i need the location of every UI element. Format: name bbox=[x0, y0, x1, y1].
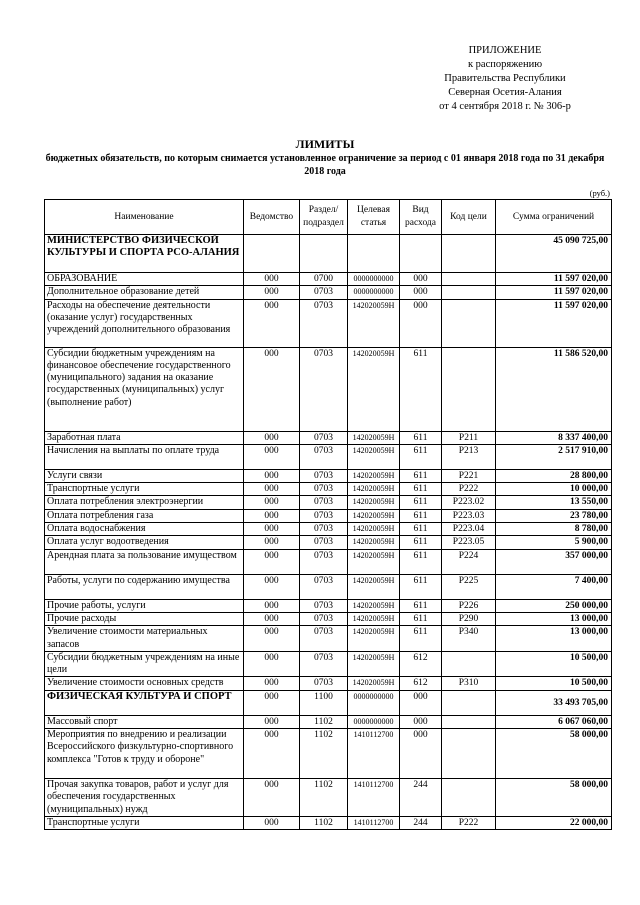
cell-section: 0703 bbox=[300, 523, 348, 536]
table-row bbox=[45, 431, 612, 444]
header-section: Раздел/ подраздел bbox=[300, 200, 348, 235]
cell-section: 0703 bbox=[300, 509, 348, 522]
cell-exptype: 611 bbox=[400, 509, 442, 522]
cell-goal: Р221 bbox=[442, 469, 496, 482]
cell-exptype: 611 bbox=[400, 549, 442, 574]
cell-section: 0700 bbox=[300, 273, 348, 286]
cell-sum: 23 780,00 bbox=[496, 509, 612, 522]
cell-dept: 000 bbox=[244, 444, 300, 469]
cell-goal: Р340 bbox=[442, 626, 496, 652]
cell-exptype: 611 bbox=[400, 469, 442, 482]
cell-goal: Р222 bbox=[442, 816, 496, 829]
cell-sum: 6 067 060,00 bbox=[496, 715, 612, 728]
cell-dept: 000 bbox=[244, 677, 300, 690]
cell-goal bbox=[442, 779, 496, 817]
cell-exptype: 244 bbox=[400, 816, 442, 829]
cell-exptype: 000 bbox=[400, 690, 442, 715]
cell-sum: 45 090 725,00 bbox=[496, 235, 612, 273]
cell-name: ОБРАЗОВАНИЕ bbox=[45, 273, 244, 286]
cell-dept: 000 bbox=[244, 523, 300, 536]
cell-section: 0703 bbox=[300, 299, 348, 347]
cell-dept bbox=[244, 235, 300, 273]
cell-exptype: 611 bbox=[400, 536, 442, 549]
cell-sum: 28 800,00 bbox=[496, 469, 612, 482]
header-goal: Код цели bbox=[442, 200, 496, 235]
appendix-line: Северная Осетия-Алания bbox=[448, 87, 562, 98]
table-row bbox=[45, 626, 612, 652]
cell-name: Увеличение стоимости основных средств bbox=[45, 677, 244, 690]
table-row bbox=[45, 536, 612, 549]
cell-article: 142020059Н bbox=[348, 651, 400, 677]
currency-unit: (руб.) bbox=[589, 188, 610, 198]
cell-name: МИНИСТЕРСТВО ФИЗИЧЕСКОЙ КУЛЬТУРЫ И СПОРТА РСО-АЛАНИЯ bbox=[45, 235, 244, 273]
cell-article: 0000000000 bbox=[348, 286, 400, 299]
cell-name: Услуги связи bbox=[45, 469, 244, 482]
cell-dept: 000 bbox=[244, 347, 300, 431]
cell-sum: 8 780,00 bbox=[496, 523, 612, 536]
document-subtitle: бюджетных обязательств, по которым снимается установленное ограничение за период с 01 января 2018 года по 31 декабря 2018 года bbox=[45, 153, 605, 177]
cell-exptype: 611 bbox=[400, 347, 442, 431]
cell-exptype: 612 bbox=[400, 677, 442, 690]
cell-section: 0703 bbox=[300, 444, 348, 469]
cell-sum: 7 400,00 bbox=[496, 574, 612, 599]
cell-exptype: 611 bbox=[400, 496, 442, 509]
cell-section: 1102 bbox=[300, 715, 348, 728]
cell-exptype: 000 bbox=[400, 729, 442, 779]
cell-article: 142020059Н bbox=[348, 299, 400, 347]
cell-dept: 000 bbox=[244, 651, 300, 677]
cell-sum: 5 900,00 bbox=[496, 536, 612, 549]
table-row bbox=[45, 483, 612, 496]
cell-name: Увеличение стоимости материальных запасов bbox=[45, 626, 244, 652]
cell-name: Транспортные услуги bbox=[45, 816, 244, 829]
cell-section: 0703 bbox=[300, 286, 348, 299]
header-sum: Сумма ограничений bbox=[496, 200, 612, 235]
cell-name: Арендная плата за пользование имуществом bbox=[45, 549, 244, 574]
cell-article: 142020059Н bbox=[348, 496, 400, 509]
table-row bbox=[45, 286, 612, 299]
cell-section bbox=[300, 235, 348, 273]
cell-sum: 10 000,00 bbox=[496, 483, 612, 496]
cell-article: 142020059Н bbox=[348, 599, 400, 612]
cell-exptype: 611 bbox=[400, 523, 442, 536]
cell-article: 142020059Н bbox=[348, 536, 400, 549]
header-exptype: Вид расхода bbox=[400, 200, 442, 235]
table-row bbox=[45, 599, 612, 612]
table-row bbox=[45, 444, 612, 469]
cell-article: 142020059Н bbox=[348, 431, 400, 444]
cell-exptype: 611 bbox=[400, 483, 442, 496]
appendix-line: Правительства Республики bbox=[444, 73, 566, 84]
cell-dept: 000 bbox=[244, 549, 300, 574]
cell-name: Субсидии бюджетным учреждениям на иные цели bbox=[45, 651, 244, 677]
cell-article: 142020059Н bbox=[348, 509, 400, 522]
table-row bbox=[45, 549, 612, 574]
cell-dept: 000 bbox=[244, 299, 300, 347]
cell-sum: 8 337 400,00 bbox=[496, 431, 612, 444]
cell-article: 142020059Н bbox=[348, 444, 400, 469]
cell-article: 0000000000 bbox=[348, 690, 400, 715]
cell-name: Прочие работы, услуги bbox=[45, 599, 244, 612]
appendix-line: к распоряжению bbox=[467, 59, 543, 70]
cell-goal bbox=[442, 273, 496, 286]
cell-exptype: 611 bbox=[400, 431, 442, 444]
cell-section: 0703 bbox=[300, 431, 348, 444]
cell-section: 0703 bbox=[300, 483, 348, 496]
cell-exptype: 244 bbox=[400, 779, 442, 817]
cell-article: 142020059Н bbox=[348, 469, 400, 482]
cell-goal: Р223.04 bbox=[442, 523, 496, 536]
cell-name: Прочая закупка товаров, работ и услуг для обеспечения государственных (муниципальных) нужд bbox=[45, 779, 244, 817]
cell-sum: 13 000,00 bbox=[496, 626, 612, 652]
cell-article: 0000000000 bbox=[348, 273, 400, 286]
table-row bbox=[45, 574, 612, 599]
cell-dept: 000 bbox=[244, 729, 300, 779]
cell-goal: Р226 bbox=[442, 599, 496, 612]
cell-goal: Р225 bbox=[442, 574, 496, 599]
cell-name: Дополнительное образование детей bbox=[45, 286, 244, 299]
cell-dept: 000 bbox=[244, 626, 300, 652]
cell-dept: 000 bbox=[244, 612, 300, 625]
header-name: Наименование bbox=[45, 200, 244, 235]
cell-goal bbox=[442, 299, 496, 347]
cell-sum: 11 586 520,00 bbox=[496, 347, 612, 431]
cell-section: 0703 bbox=[300, 536, 348, 549]
cell-name: Работы, услуги по содержанию имущества bbox=[45, 574, 244, 599]
cell-goal: Р222 bbox=[442, 483, 496, 496]
table-row bbox=[45, 729, 612, 779]
cell-dept: 000 bbox=[244, 690, 300, 715]
header-dept: Ведомство bbox=[244, 200, 300, 235]
cell-dept: 000 bbox=[244, 715, 300, 728]
cell-article: 142020059Н bbox=[348, 523, 400, 536]
table-row bbox=[45, 235, 612, 273]
cell-goal bbox=[442, 715, 496, 728]
cell-article: 0000000000 bbox=[348, 715, 400, 728]
cell-article: 142020059Н bbox=[348, 483, 400, 496]
cell-name: Начисления на выплаты по оплате труда bbox=[45, 444, 244, 469]
document-title: ЛИМИТЫ bbox=[295, 137, 355, 151]
table-row bbox=[45, 779, 612, 817]
cell-goal bbox=[442, 690, 496, 715]
cell-dept: 000 bbox=[244, 431, 300, 444]
cell-name: Оплата услуг водоотведения bbox=[45, 536, 244, 549]
cell-article: 142020059Н bbox=[348, 347, 400, 431]
table-row bbox=[45, 299, 612, 347]
limits-table bbox=[44, 199, 612, 830]
table-header-row bbox=[45, 200, 612, 235]
cell-section: 0703 bbox=[300, 651, 348, 677]
cell-article: 142020059Н bbox=[348, 574, 400, 599]
cell-goal bbox=[442, 651, 496, 677]
cell-dept: 000 bbox=[244, 536, 300, 549]
cell-name: Оплата потребления газа bbox=[45, 509, 244, 522]
cell-name: Заработная плата bbox=[45, 431, 244, 444]
table-row bbox=[45, 273, 612, 286]
cell-dept: 000 bbox=[244, 483, 300, 496]
cell-goal: Р213 bbox=[442, 444, 496, 469]
cell-section: 0703 bbox=[300, 599, 348, 612]
cell-article: 142020059Н bbox=[348, 549, 400, 574]
cell-dept: 000 bbox=[244, 496, 300, 509]
table-row bbox=[45, 509, 612, 522]
appendix-line: от 4 сентября 2018 г. № 306-р bbox=[439, 101, 571, 112]
cell-section: 0703 bbox=[300, 496, 348, 509]
cell-dept: 000 bbox=[244, 574, 300, 599]
cell-name: Прочие расходы bbox=[45, 612, 244, 625]
cell-goal: Р310 bbox=[442, 677, 496, 690]
cell-section: 0703 bbox=[300, 612, 348, 625]
table-row bbox=[45, 523, 612, 536]
cell-goal bbox=[442, 729, 496, 779]
cell-goal: Р223.03 bbox=[442, 509, 496, 522]
cell-dept: 000 bbox=[244, 273, 300, 286]
cell-name: Транспортные услуги bbox=[45, 483, 244, 496]
cell-goal: Р223.05 bbox=[442, 536, 496, 549]
cell-sum: 11 597 020,00 bbox=[496, 273, 612, 286]
cell-goal: Р223.02 bbox=[442, 496, 496, 509]
cell-name: Субсидии бюджетным учреждениям на финансовое обеспечение государственного (муниципального) задания на оказание государственных (муниципальных) услуг (выполнение работ) bbox=[45, 347, 244, 431]
cell-exptype: 000 bbox=[400, 286, 442, 299]
cell-article bbox=[348, 235, 400, 273]
cell-dept: 000 bbox=[244, 286, 300, 299]
cell-goal: Р211 bbox=[442, 431, 496, 444]
cell-sum: 250 000,00 bbox=[496, 599, 612, 612]
cell-sum: 58 000,00 bbox=[496, 779, 612, 817]
table-row bbox=[45, 677, 612, 690]
table-row bbox=[45, 612, 612, 625]
cell-section: 1100 bbox=[300, 690, 348, 715]
cell-article: 142020059Н bbox=[348, 626, 400, 652]
cell-exptype: 611 bbox=[400, 574, 442, 599]
cell-article: 142020059Н bbox=[348, 612, 400, 625]
cell-article: 142020059Н bbox=[348, 677, 400, 690]
cell-section: 1102 bbox=[300, 816, 348, 829]
cell-section: 0703 bbox=[300, 549, 348, 574]
cell-name: Расходы на обеспечение деятельности (оказание услуг) государственных учреждений дополнительного образования bbox=[45, 299, 244, 347]
cell-exptype: 611 bbox=[400, 612, 442, 625]
cell-sum: 10 500,00 bbox=[496, 677, 612, 690]
table-row bbox=[45, 816, 612, 829]
cell-sum: 11 597 020,00 bbox=[496, 299, 612, 347]
appendix-header bbox=[405, 44, 605, 114]
cell-article: 1410112700 bbox=[348, 779, 400, 817]
cell-dept: 000 bbox=[244, 779, 300, 817]
cell-goal bbox=[442, 235, 496, 273]
cell-article: 1410112700 bbox=[348, 816, 400, 829]
cell-sum: 2 517 910,00 bbox=[496, 444, 612, 469]
cell-dept: 000 bbox=[244, 599, 300, 612]
cell-goal bbox=[442, 347, 496, 431]
cell-exptype bbox=[400, 235, 442, 273]
header-article: Целевая статья bbox=[348, 200, 400, 235]
table-row bbox=[45, 347, 612, 431]
cell-section: 0703 bbox=[300, 677, 348, 690]
cell-name: Оплата водоснабжения bbox=[45, 523, 244, 536]
cell-article: 1410112700 bbox=[348, 729, 400, 779]
cell-name: Оплата потребления электроэнергии bbox=[45, 496, 244, 509]
cell-section: 0703 bbox=[300, 626, 348, 652]
cell-section: 0703 bbox=[300, 469, 348, 482]
cell-exptype: 611 bbox=[400, 444, 442, 469]
cell-goal: Р224 bbox=[442, 549, 496, 574]
cell-name: Мероприятия по внедрению и реализации Всероссийского физкультурно-спортивного комплекса "Готов к труду и обороне" bbox=[45, 729, 244, 779]
cell-exptype: 612 bbox=[400, 651, 442, 677]
cell-exptype: 000 bbox=[400, 299, 442, 347]
cell-section: 0703 bbox=[300, 347, 348, 431]
cell-sum: 58 000,00 bbox=[496, 729, 612, 779]
cell-exptype: 611 bbox=[400, 626, 442, 652]
table-row bbox=[45, 469, 612, 482]
cell-exptype: 611 bbox=[400, 599, 442, 612]
cell-dept: 000 bbox=[244, 816, 300, 829]
cell-section: 1102 bbox=[300, 729, 348, 779]
cell-section: 0703 bbox=[300, 574, 348, 599]
cell-exptype: 000 bbox=[400, 715, 442, 728]
cell-sum: 11 597 020,00 bbox=[496, 286, 612, 299]
cell-name: ФИЗИЧЕСКАЯ КУЛЬТУРА И СПОРТ bbox=[45, 690, 244, 715]
table-row bbox=[45, 715, 612, 728]
cell-sum: 357 000,00 bbox=[496, 549, 612, 574]
cell-dept: 000 bbox=[244, 469, 300, 482]
cell-sum: 13 550,00 bbox=[496, 496, 612, 509]
cell-name: Массовый спорт bbox=[45, 715, 244, 728]
cell-sum: 33 493 705,00 bbox=[496, 690, 612, 715]
cell-exptype: 000 bbox=[400, 273, 442, 286]
appendix-line: ПРИЛОЖЕНИЕ bbox=[468, 45, 542, 56]
cell-goal bbox=[442, 286, 496, 299]
cell-sum: 22 000,00 bbox=[496, 816, 612, 829]
cell-sum: 10 500,00 bbox=[496, 651, 612, 677]
table-row bbox=[45, 496, 612, 509]
table-row bbox=[45, 690, 612, 715]
cell-section: 1102 bbox=[300, 779, 348, 817]
cell-dept: 000 bbox=[244, 509, 300, 522]
table-row bbox=[45, 651, 612, 677]
cell-goal: Р290 bbox=[442, 612, 496, 625]
cell-sum: 13 000,00 bbox=[496, 612, 612, 625]
